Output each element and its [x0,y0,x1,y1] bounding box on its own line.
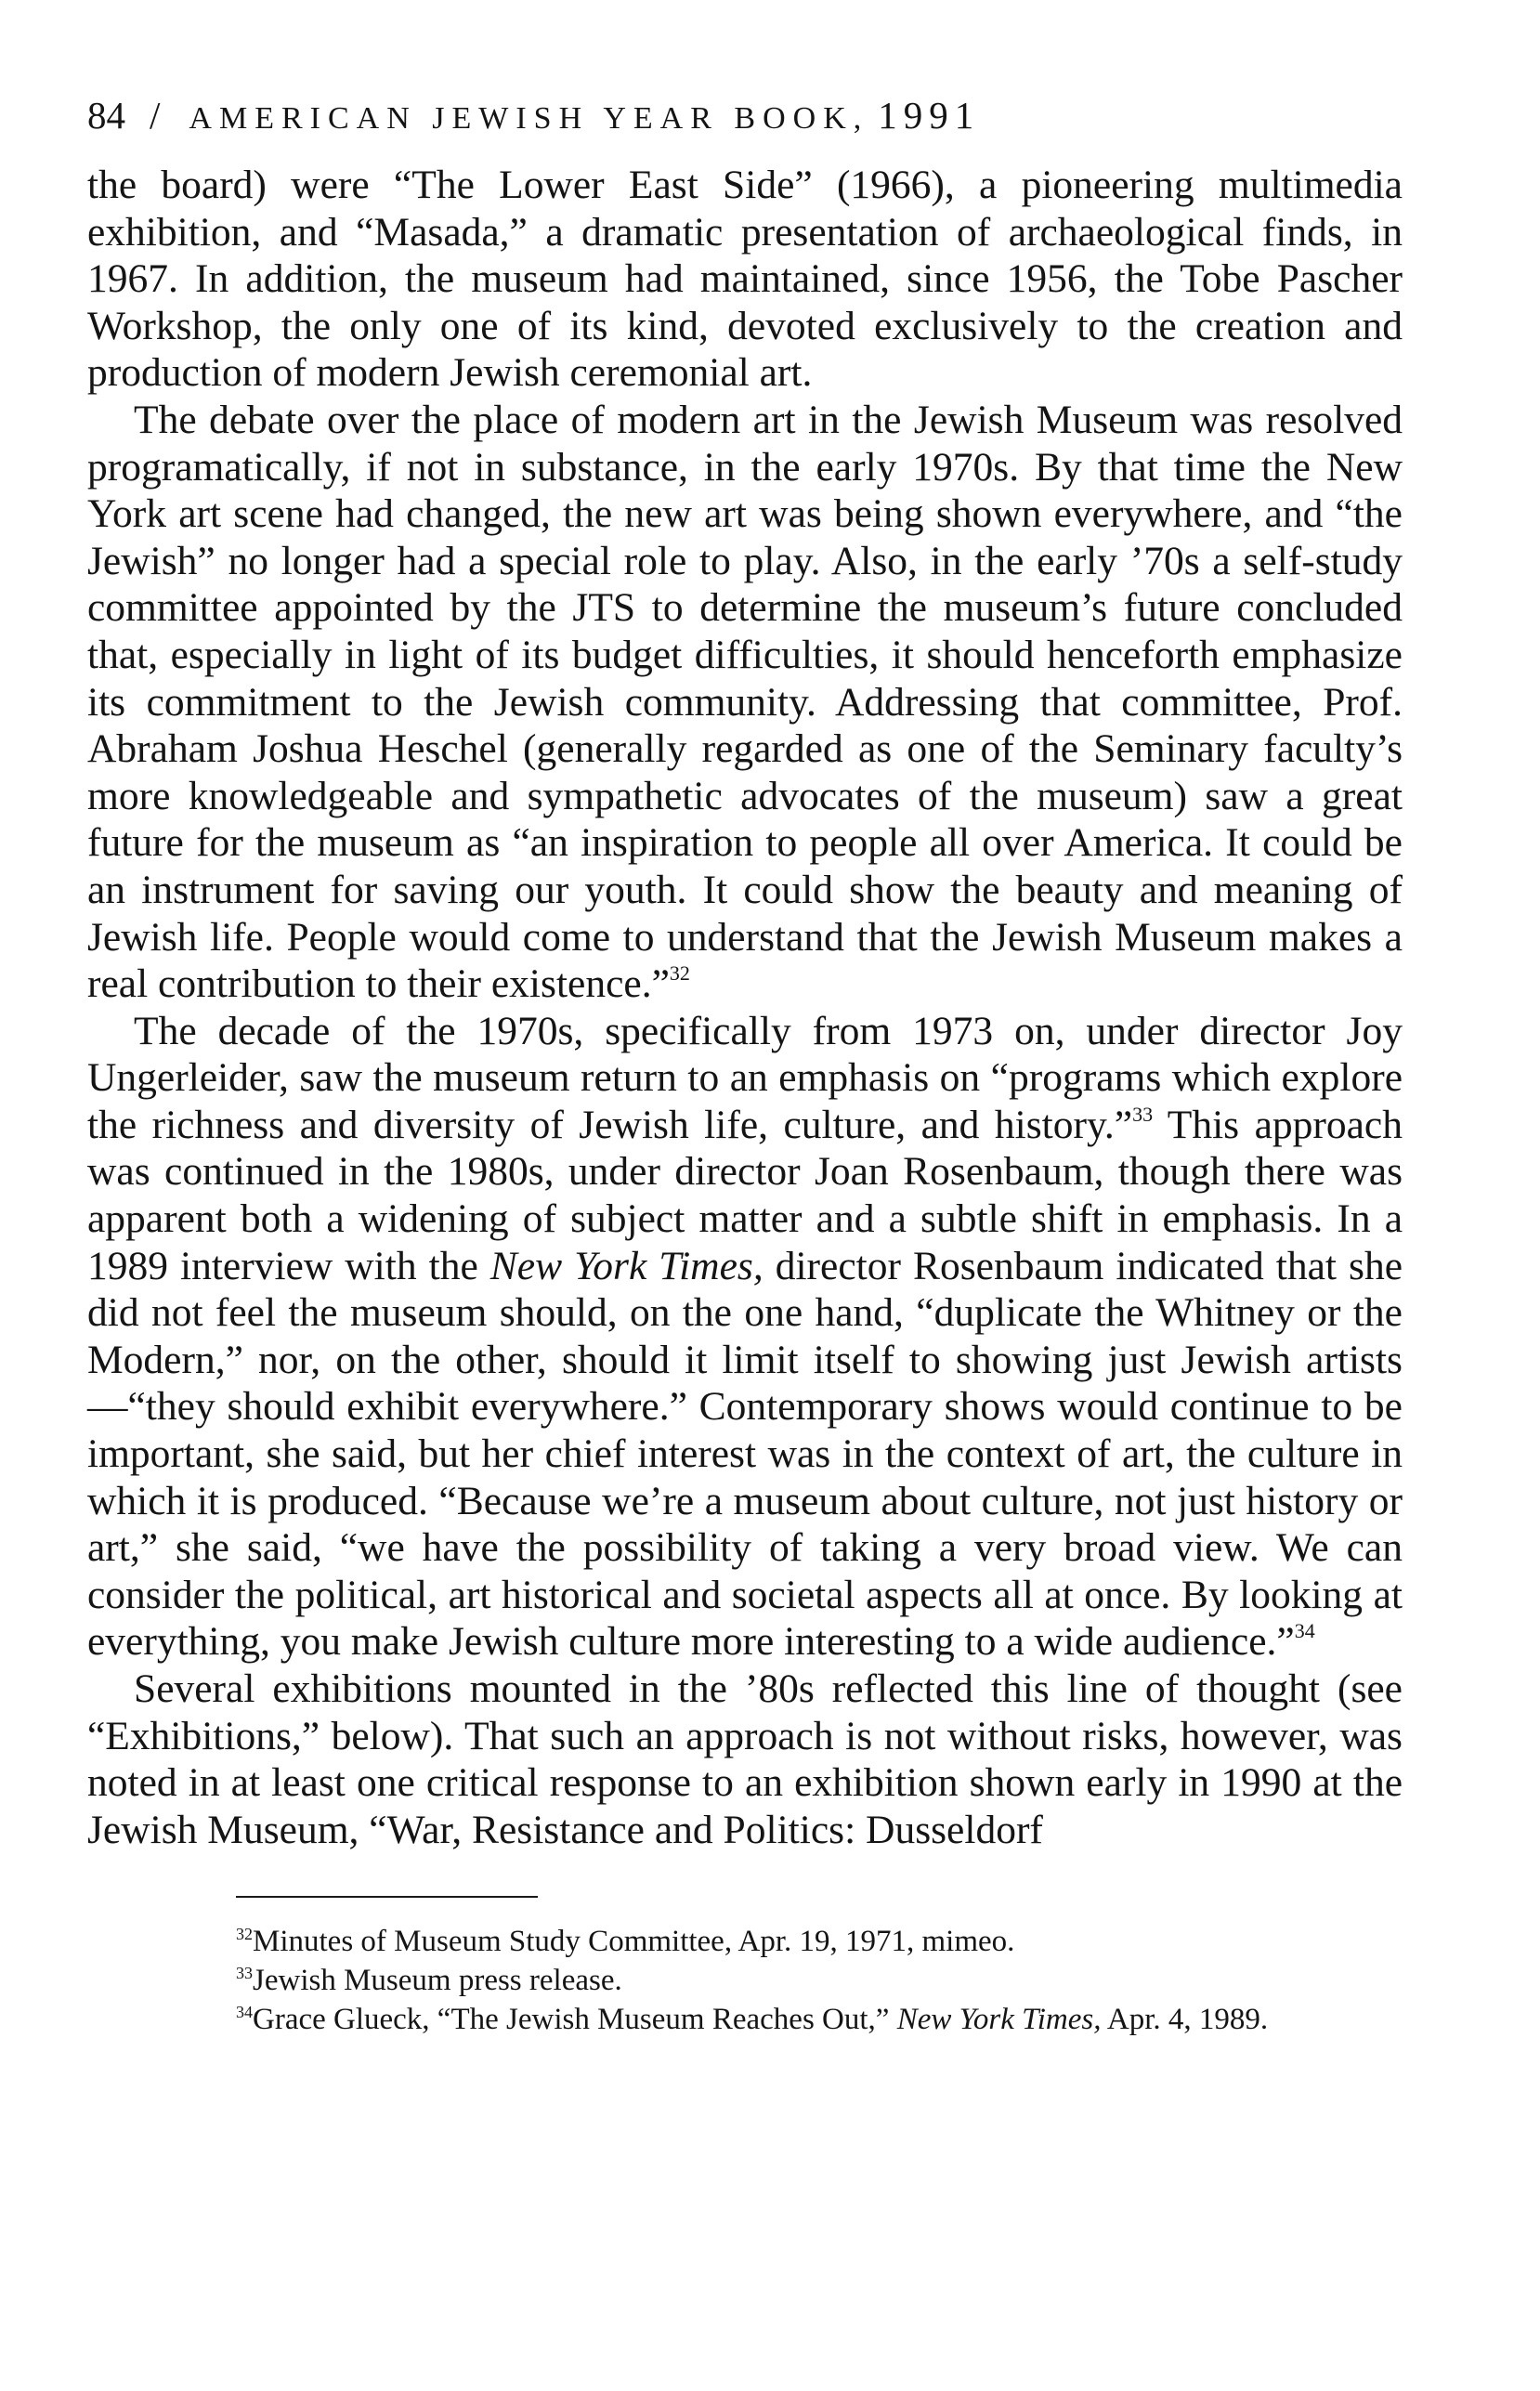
paragraph-2-text: The debate over the place of modern art in the Jewish Museum was resolved programatically, if not in substance, in the early 1970s. By that time the New York art scene had changed, the new art was being shown everywhere, and “the Jewish” no longer had a special role to play. Also, in the early ’70s a self-study committee appointed by the JTS to determine the museum’s future concluded that, especially in light of its budget difficulties, it should henceforth emphasize its commitment to the Jewish community. Addressing that committee, Prof. Abraham Joshua Heschel (generally regarded as one of the Seminary faculty’s more knowledgeable and sympathetic advocates of the museum) saw a great future for the museum as “an inspiration to people all over America. It could be an instrument for saving our youth. It could show the beauty and meaning of Jewish life. People would come to understand that the Jewish Museum makes a real contribution to their existence.” [87,397,1403,1007]
running-head [87,93,1403,137]
footnote-33 [236,1961,1403,2000]
footnote-marker: 32 [236,1925,253,1944]
newspaper-title: New York Times, [489,1243,763,1288]
paragraph-3-text-c: director Rosenbaum indicated that she did not feel the museum should, on the one hand, “duplicate the Whitney or the Modern,” nor, on the other, should it limit itself to showing just Jewish artists—“they should exhibit everywhere.” Contemporary shows would continue to be important, she said, but her chief interest was in the context of art, the culture in which it is produced. “Because we’re a museum about culture, not just history or art,” she said, “we have the possibility of taking a very broad view. We can consider the political, art historical and societal aspects all at once. By looking at everything, you make Jewish culture more interesting to a wide audience.” [87,1243,1403,1665]
book-year: 1991 [878,94,981,137]
footnote-ref-34: 34 [1294,1619,1315,1643]
footnote-ref-32: 32 [669,961,690,986]
footnote-text: Jewish Museum press release. [253,1964,622,1998]
book-title: AMERICAN JEWISH YEAR BOOK, [189,101,869,136]
footnote-34 [236,2000,1403,2039]
paragraph-2 [87,397,1403,1008]
footnote-text-end: Apr. 4, 1989. [1101,2003,1269,2037]
header-separator: / [150,94,167,137]
paragraph-3-text-b: This approach was continued in the 1980s, under director Joan Rosenbaum, though there was apparent both a widening of subject matter and a subtle shift in emphasis. In a 1989 interview with the [87,1102,1403,1288]
footnote-text: Grace Glueck, “The Jewish Museum Reaches Out,” [253,2003,897,2037]
book-page [87,93,1403,2039]
footnote-32 [236,1922,1403,1961]
paragraph-3-text-a: The decade of the 1970s, specifically from 1973 on, under director Joy Ungerleider, saw the museum return to an emphasis on “programs which explore the richness and diversity of Jewish life, culture, and history.” [87,1008,1403,1147]
paragraph-1 [87,162,1403,397]
footnotes [87,1922,1403,2039]
paragraph-3 [87,1008,1403,1666]
paragraph-4-text: Several exhibitions mounted in the ’80s reflected this line of thought (see “Exhibitions,” below). That such an approach is not without risks, however, was noted in at least one critical response to an exhibition shown early in 1990 at the Jewish Museum, “War, Resistance and Politics: Dusseldorf [87,1666,1403,1852]
paragraph-1-text: the board) were “The Lower East Side” (1966), a pioneering multimedia exhibition, and “Masada,” a dramatic presentation of archaeological finds, in 1967. In addition, the museum had maintained, since 1956, the Tobe Pascher Workshop, the only one of its kind, devoted exclusively to the creation and production of modern Jewish ceremonial art. [87,163,1403,396]
paragraph-4 [87,1666,1403,1853]
footnote-ref-33: 33 [1132,1102,1154,1126]
footnote-divider [236,1896,538,1898]
footnote-marker: 33 [236,1964,253,1983]
body-text [87,162,1403,1853]
footnote-newspaper-title: New York Times, [896,2003,1102,2037]
page-number: 84 [87,94,125,137]
footnote-text: Minutes of Museum Study Committee, Apr. 19, 1971, mimeo. [253,1925,1015,1959]
footnote-marker: 34 [236,2003,253,2022]
